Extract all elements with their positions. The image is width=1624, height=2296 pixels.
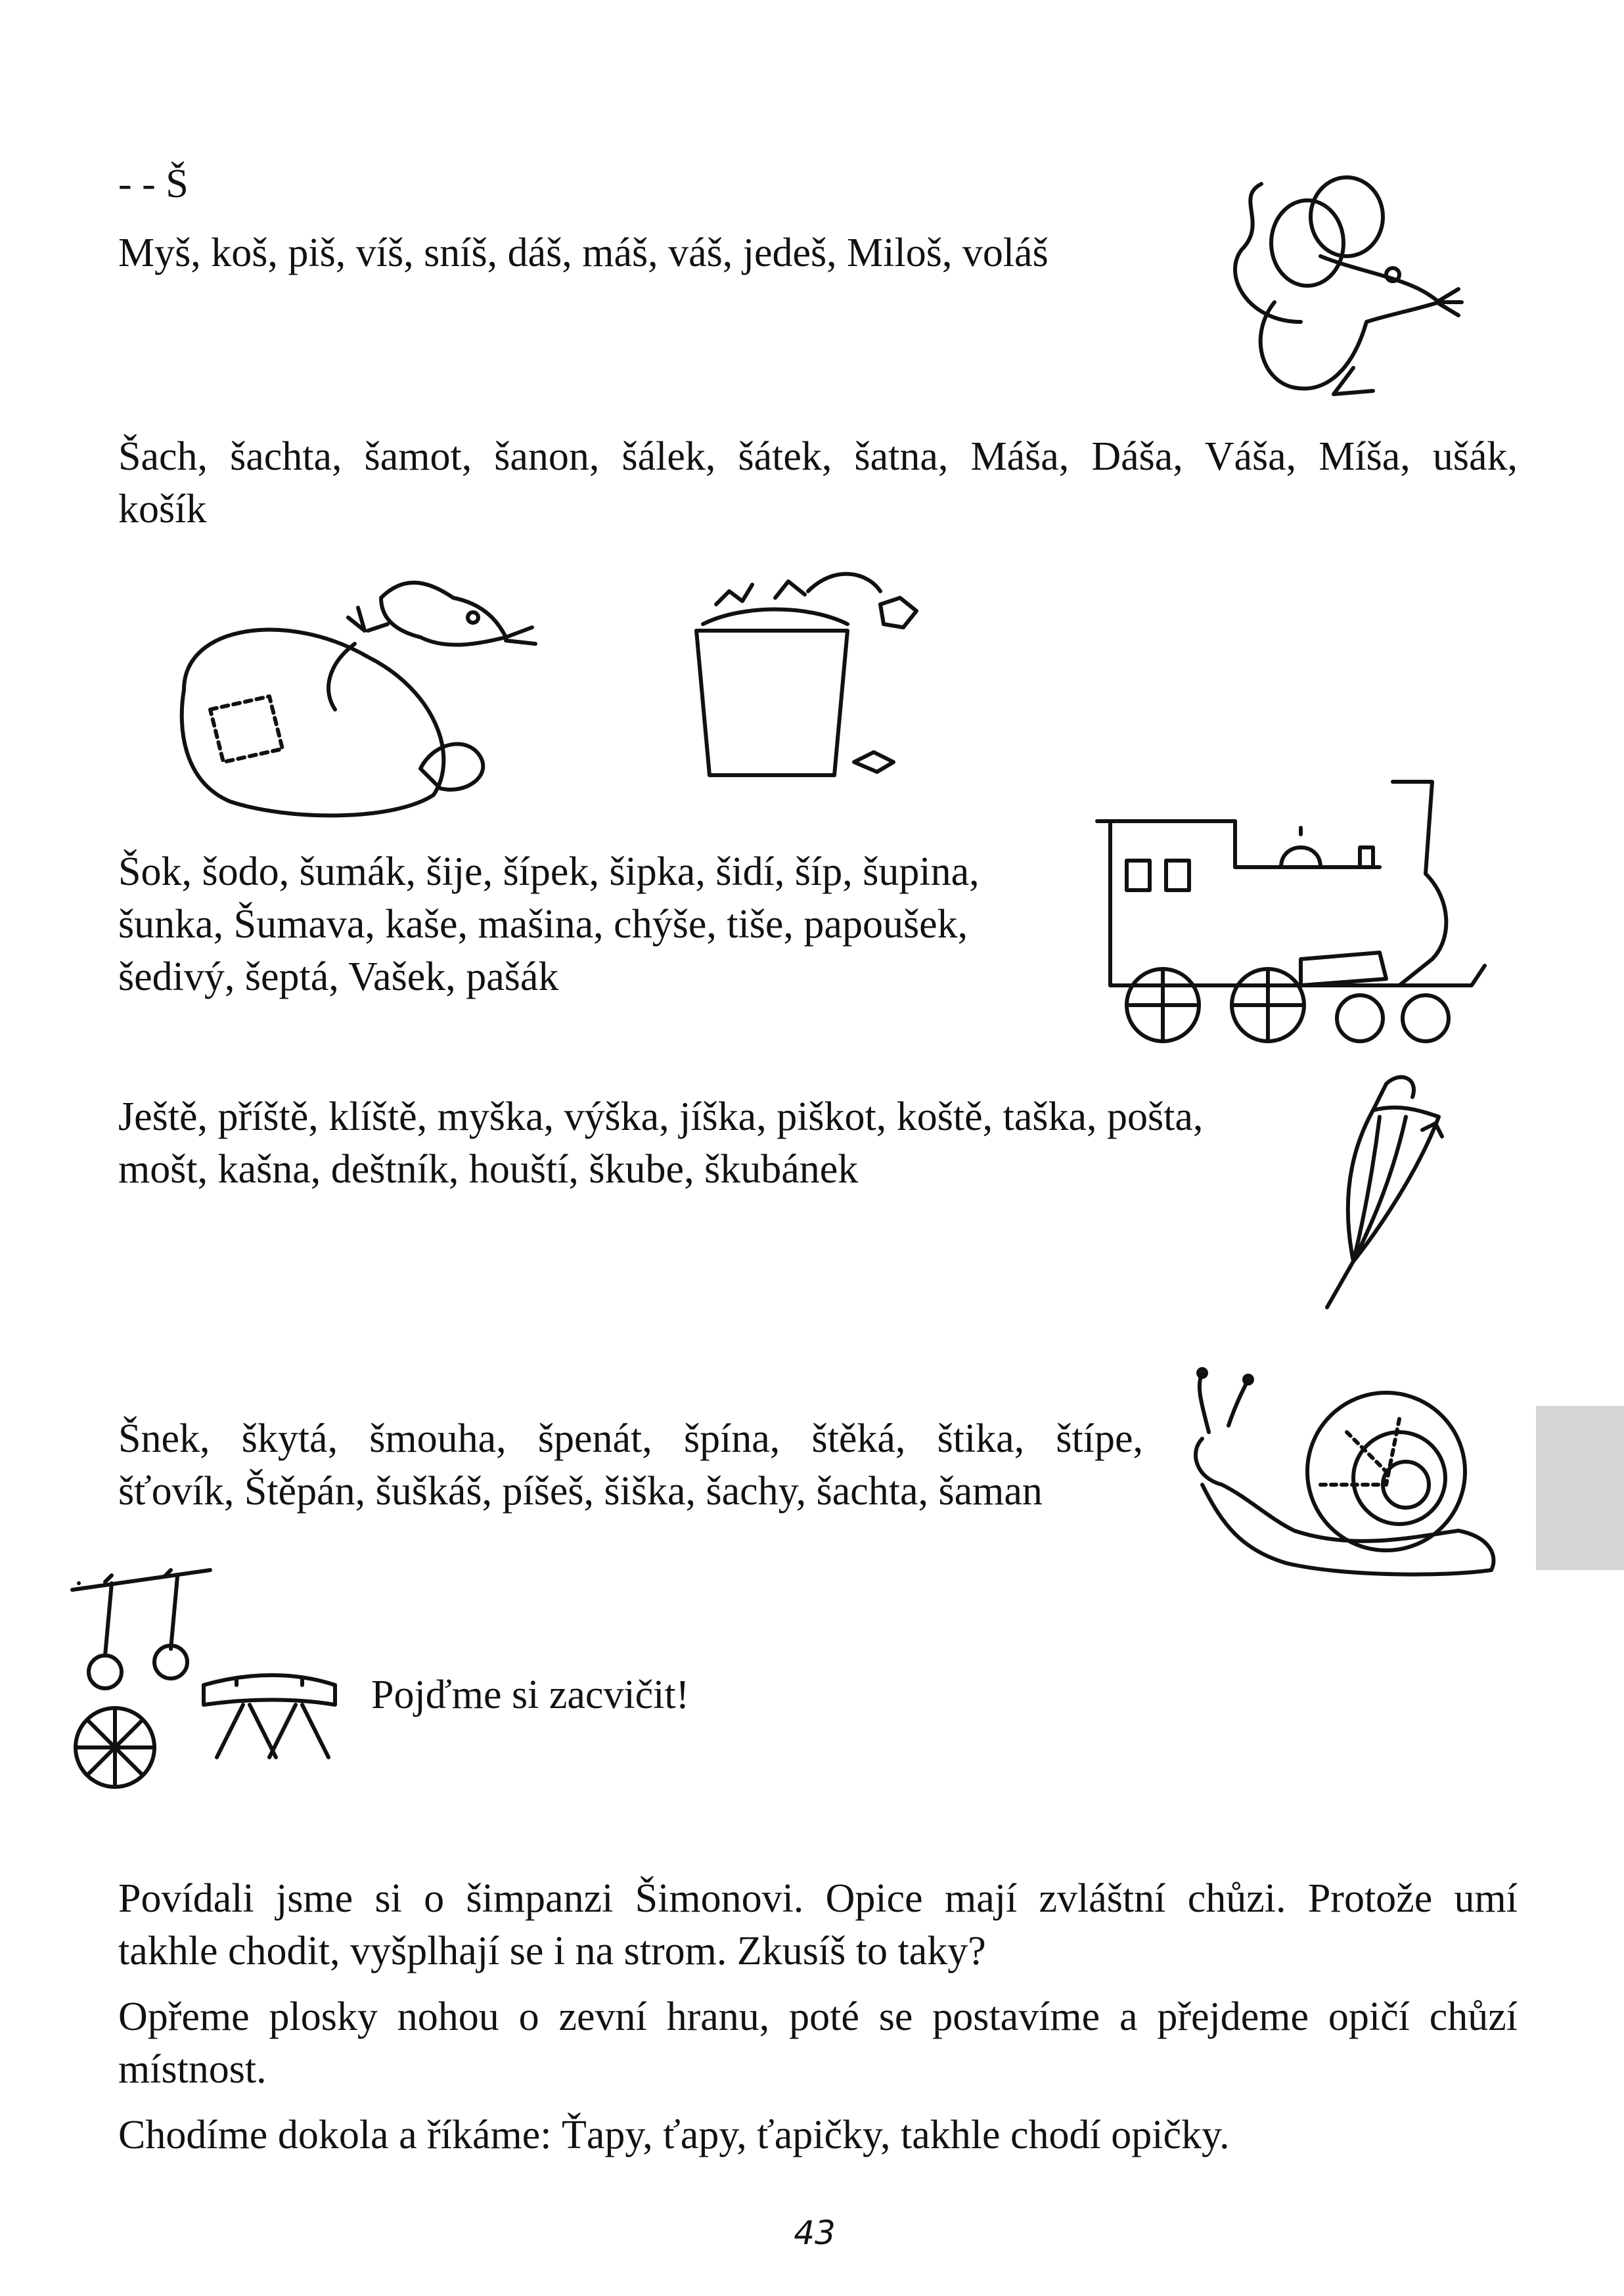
fox-in-sack-icon — [158, 558, 618, 821]
word-line-2-end: košík — [118, 487, 207, 531]
paragraph-2-line-2: místnost. — [118, 2047, 267, 2092]
paragraph-1-line-2: takhle chodit, vyšplhají se i na strom. Zkusíš to taky? — [118, 1929, 986, 1973]
paragraph-1-line-1: Povídali jsme si o šimpanzi Šimonovi. Opice mají zvláštní chůzi. Protože umí — [118, 1876, 1518, 1921]
ball-icon — [69, 1701, 161, 1793]
section-heading: - - Š — [118, 162, 189, 206]
locomotive-icon — [1084, 769, 1504, 1045]
paragraph-3: Chodíme dokola a říkáme: Ťapy, ťapy, ťapičky, takhle chodí opičky. — [118, 2113, 1230, 2157]
exercise-title: Pojďme si zacvičit! — [371, 1673, 690, 1717]
word-block-5-line-1: Šnek, škytá, šmouha, špenát, špína, štěká, štika, štípe, — [118, 1416, 1143, 1461]
word-block-3-line-2: šunka, Šumava, kaše, mašina, chýše, tiše, papoušek, — [118, 902, 968, 947]
page-side-tab — [1536, 1406, 1624, 1570]
word-block-3-line-1: Šok, šodo, šumák, šije, šípek, šipka, šidí, šíp, šupina, — [118, 849, 980, 894]
mouse-icon — [1222, 171, 1472, 407]
paragraph-2-line-1: Opřeme plosky nohou o zevní hranu, poté se postavíme a přejdeme opičí chůzí — [118, 1994, 1518, 2039]
word-block-5-line-2: šťovík, Štěpán, šuškáš, píšeš, šiška, šachy, šachta, šaman — [118, 1469, 1043, 1514]
word-line-2: Šach, šachta, šamot, šanon, šálek, šátek, šatna, Máša, Dáša, Váša, Míša, ušák, — [118, 434, 1518, 479]
word-line-1: Myš, koš, piš, víš, sníš, dáš, máš, váš, jedeš, Miloš, voláš — [118, 231, 1049, 275]
word-block-4-line-1: Ještě, příště, klíště, myška, výška, jíška, piškot, koště, taška, pošta, — [118, 1094, 1204, 1139]
gym-rings-icon — [66, 1564, 217, 1695]
umbrella-icon — [1307, 1064, 1472, 1314]
pommel-horse-icon — [197, 1672, 342, 1764]
page-number: 43 — [794, 2214, 836, 2252]
word-block-4-line-2: mošt, kašna, deštník, houští, škube, škubánek — [118, 1147, 859, 1192]
waste-basket-icon — [677, 565, 939, 788]
snail-icon — [1183, 1366, 1511, 1590]
word-block-3-line-3: šedivý, šeptá, Vašek, pašák — [118, 955, 559, 999]
